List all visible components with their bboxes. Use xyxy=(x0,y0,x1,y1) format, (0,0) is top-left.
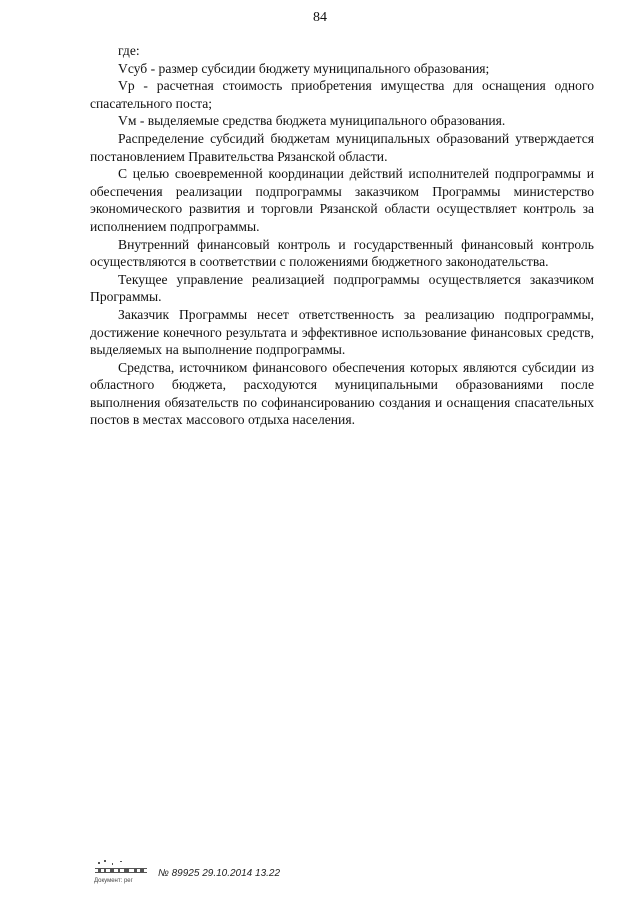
svg-text:Документ: рег: Документ: рег xyxy=(94,878,133,884)
paragraph-vm: Vм - выделяемые средства бюджета муниципального образования. xyxy=(118,113,506,129)
document-body xyxy=(90,42,594,429)
paragraph-customer-responsibility: Заказчик Программы несет ответственность за реализацию подпрограммы, достижение конечного результата и эффективное использование финансовых средств, выделяемых на выполнение подпрограммы. xyxy=(90,306,594,358)
paragraph-financial-control: Внутренний финансовый контроль и государственный финансовый контроль осуществляются в соответствии с положениями бюджетного законодательства. xyxy=(90,236,594,270)
paragraph-where: где: xyxy=(118,43,140,58)
paragraph-vsub: Vсуб - размер субсидии бюджету муниципального образования; xyxy=(118,60,490,76)
paragraph-distribution: Распределение субсидий бюджетам муниципальных образований утверждается постановлением Правительства Рязанской области. xyxy=(90,130,594,164)
paragraph-vr: Vр - расчетная стоимость приобретения имущества для оснащения одного спасательного поста; xyxy=(90,78,594,111)
footer xyxy=(90,858,280,888)
registration-stamp: № 89925 29.10.2014 13.22 xyxy=(158,867,281,879)
paragraph-current-management: Текущее управление реализацией подпрограммы осуществляется заказчиком Программы. xyxy=(90,271,594,305)
page-number: 84 xyxy=(313,10,327,25)
paragraph-coordination: С целью своевременной координации действий исполнителей подпрограммы и обеспечения реализации подпрограммы заказчиком Программы министерство экономического развития и торговли Рязанской области осуществляет контроль за исполнением подпрограммы. xyxy=(90,166,594,234)
document-stamp-icon xyxy=(90,858,152,888)
paragraph-funds: Средства, источником финансового обеспечения которых являются субсидии из областного бюджета, расходуются муниципальными образованиями после выполнения обязательств по софинансированию создания и оснащения спасательных постов в местах массового отдыха населения. xyxy=(90,359,594,428)
